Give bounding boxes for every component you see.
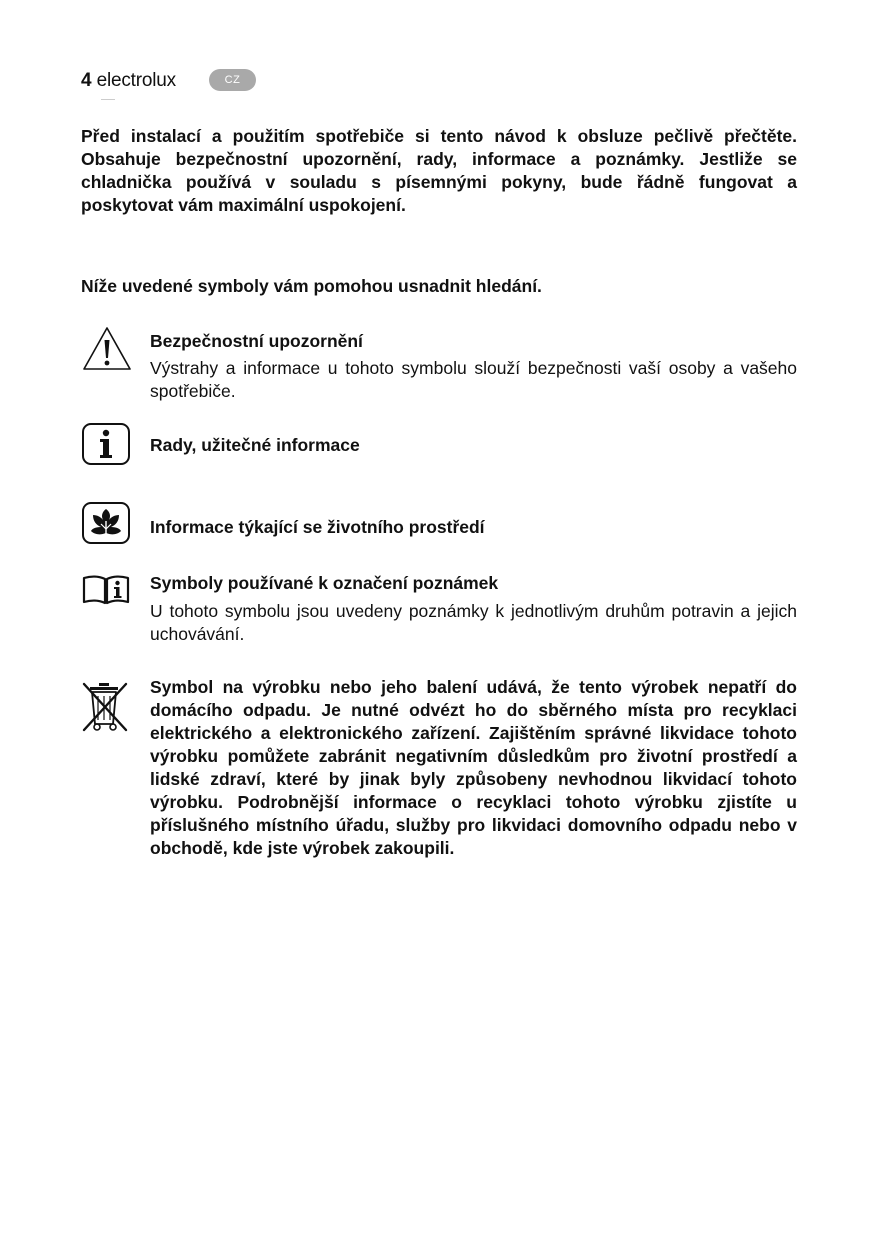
symbol-description-notes: U tohoto symbolu jsou uvedeny poznámky k jednotlivým druhům potravin a jejich uchovávání. [150,601,797,644]
page-number: 4 [81,70,92,91]
environment-icon [81,501,131,550]
symbol-title-notes: Symboly používané k označení poznámek [150,573,499,593]
symbol-title-environment: Informace týkající se životního prostředí [150,517,485,537]
symbol-text-disposal: Symbol na výrobku nebo jeho balení udává, že tento výrobek nepatří do domácího odpadu. Je nutné odvézt ho do sběrného místa pro recyklaci elektrického a elektronického zařízení. Zajištěním správné likvidace tohoto výrobku pomůžete zabránit negativním důsledkům pro životní prostředí a lidské zdraví, které by jinak byly způsobeny nevhodnou likvidací tohoto výrobku. Podrobnější informace o recyklaci tohoto výrobku zjistíte u příslušného místního úřadu, služby pro likvidaci domovního odpadu nebo v obchodě, kde jste výrobek zakoupili. [150,677,797,858]
language-badge: CZ [209,69,256,91]
crossed-bin-icon [81,680,129,739]
page-header [81,68,241,94]
symbol-title-safety: Bezpečnostní upozornění [150,331,363,351]
brand-name: electrolux [96,70,176,91]
info-icon [81,422,131,471]
intro-paragraph: Před instalací a použitím spotřebiče si tento návod k obsluze pečlivě přečtěte. Obsahuje bezpečnostní upozornění, rady, informace a poznámky. Jestliže se chladnička používá v souladu s písemnými pokyny, bude řádně fungovat a poskytovat vám maximální uspokojení. [81,126,797,215]
symbol-description-safety: Výstrahy a informace u tohoto symbolu slouží bezpečnosti vaší osoby a vašeho spotřebiče. [150,358,797,401]
warning-triangle-icon [81,325,133,378]
book-info-icon [81,574,131,611]
symbols-lead: Níže uvedené symboly vám pomohou usnadnit hledání. [81,276,542,296]
header-divider [101,99,115,100]
symbol-title-tips: Rady, užitečné informace [150,435,360,455]
